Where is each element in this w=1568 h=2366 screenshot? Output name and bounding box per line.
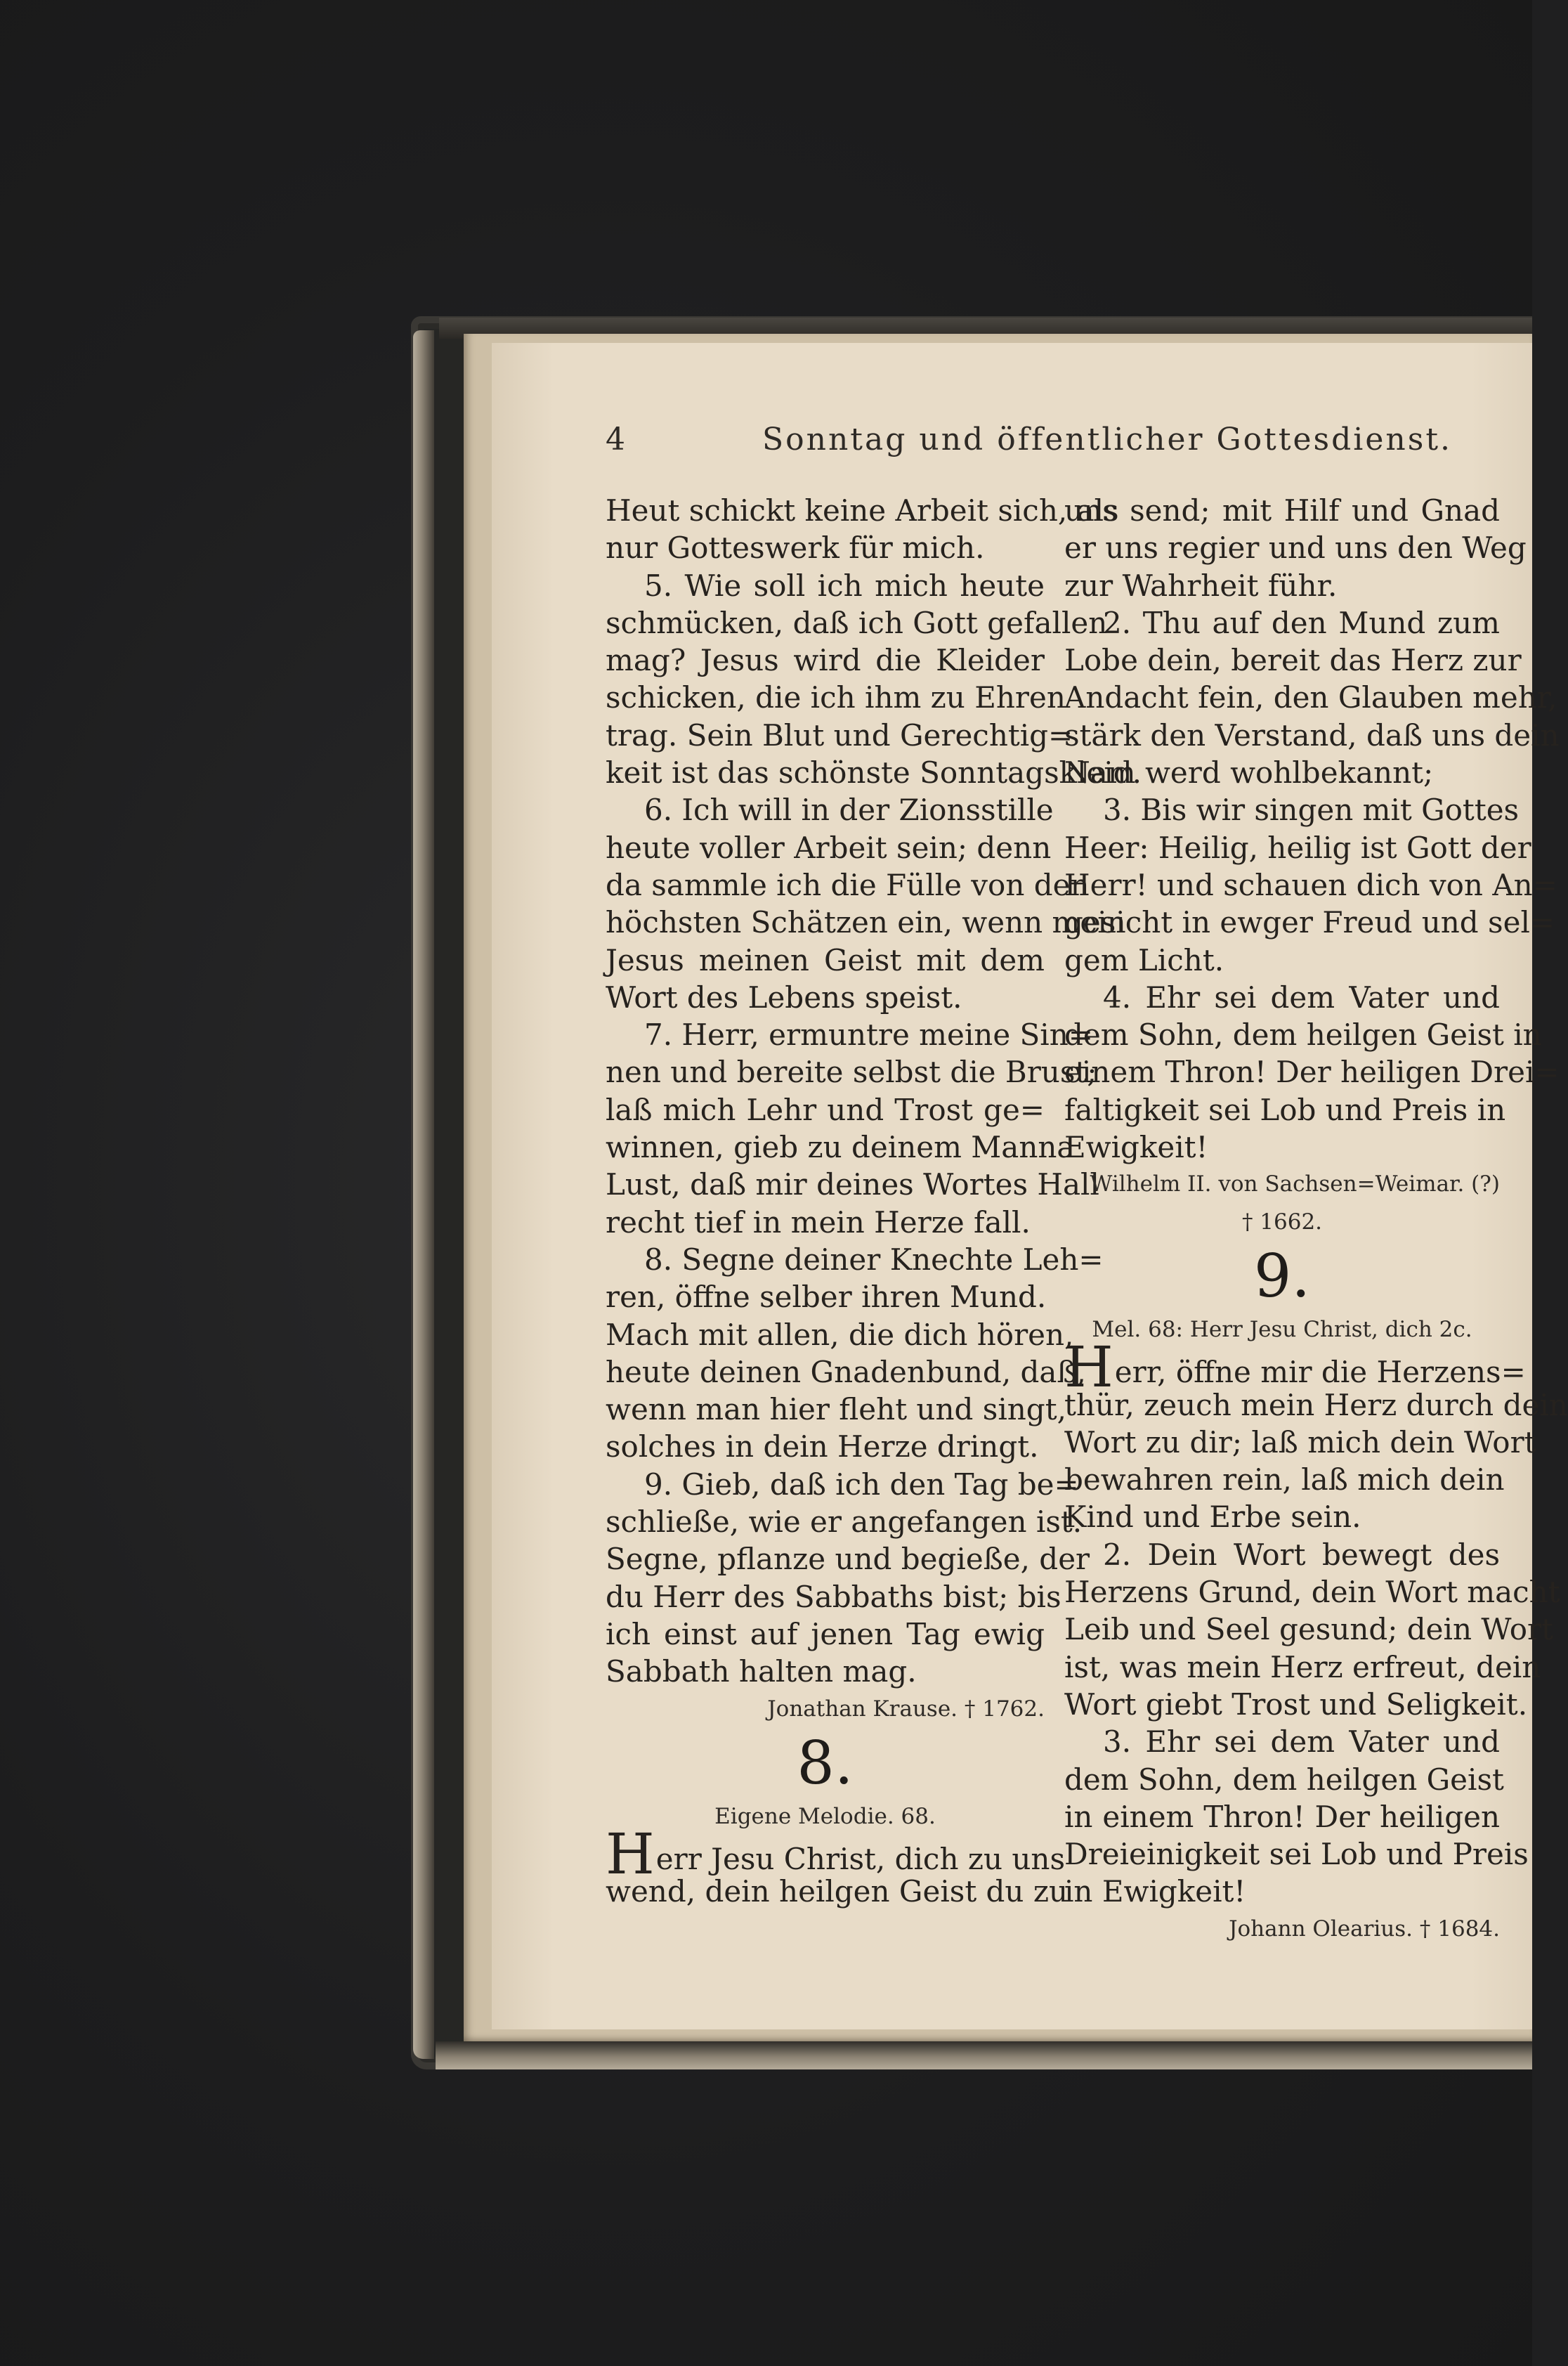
text-line: trag. Sein Blut und Gerechtig= [606, 717, 1073, 753]
drop-cap: H [606, 1821, 655, 1887]
text-line: gesicht in ewger Freud und sel= [1064, 905, 1555, 940]
text-line: Herr! und schauen dich von An= [1064, 867, 1557, 902]
author-dates: † 1662. [1241, 1209, 1323, 1235]
text-line: Andacht fein, den Glauben mehr, [1064, 680, 1557, 715]
text-line: Segne, pflanze und begieße, der [606, 1542, 1090, 1577]
text-line: winnen, gieb zu deinem Manna [606, 1130, 1075, 1165]
verse-start-line: 6. Ich will in der Zionsstille [644, 793, 1054, 828]
text-line: nur Gotteswerk für mich. [606, 531, 985, 566]
running-head-title: Sonntag und öffentlicher Gottesdienst. [762, 422, 1452, 457]
text-line: uns send; mit Hilf und Gnad [1064, 493, 1500, 528]
melody-note: Eigene Melodie. 68. [714, 1803, 936, 1829]
text-line: wend, dein heilgen Geist du zu [606, 1874, 1069, 1909]
verse-start-line: 8. Segne deiner Knechte Leh= [644, 1242, 1104, 1277]
text-line: Mach mit allen, die dich hören, [606, 1317, 1074, 1352]
text-line: schicken, die ich ihm zu Ehren [606, 680, 1066, 715]
cover-edge-left [413, 330, 434, 2059]
text-line: nen und bereite selbst die Brust; [606, 1055, 1097, 1090]
right-column [1064, 492, 1568, 1948]
hymn-number: 9. [1253, 1241, 1311, 1311]
text-line: wenn man hier fleht und singt, [606, 1392, 1066, 1427]
text-line: heute voller Arbeit sein; denn [606, 830, 1052, 865]
text-line: Herzens Grund, dein Wort macht [1064, 1575, 1560, 1610]
verse-start-line: 2. Dein Wort bewegt des [1103, 1537, 1500, 1572]
text-line: er uns regier und uns den Weg [1064, 531, 1527, 566]
text-line: ren, öffne selber ihren Mund. [606, 1280, 1047, 1315]
page-number: 4 [606, 422, 627, 457]
text-line: Wort giebt Trost und Seligkeit. [1064, 1686, 1528, 1722]
text-line: mag? Jesus wird die Kleider [606, 643, 1045, 678]
text-line: faltigkeit sei Lob und Preis in [1064, 1092, 1506, 1127]
text-line: höchsten Schätzen ein, wenn mein [606, 905, 1126, 940]
verse-start-line: 4. Ehr sei dem Vater und [1103, 980, 1500, 1015]
text-line: schmücken, daß ich Gott gefallen [606, 605, 1108, 640]
text-line: dem Sohn, dem heilgen Geist in [1064, 1018, 1542, 1053]
text-line: in Ewigkeit! [1064, 1874, 1246, 1909]
text-line: Wort des Lebens speist. [606, 980, 962, 1015]
text-line: ist, was mein Herz erfreut, dein [1064, 1649, 1541, 1684]
verse-start-line: 3. Bis wir singen mit Gottes [1103, 793, 1520, 828]
verse-start-line: 5. Wie soll ich mich heute [644, 568, 1045, 603]
text-line: recht tief in mein Herze fall. [606, 1204, 1031, 1240]
hymn-first-line [1064, 1334, 1526, 1400]
hymn-number: 8. [797, 1728, 854, 1798]
text-line: Kind und Erbe sein. [1064, 1500, 1361, 1535]
text-line: Sabbath halten mag. [606, 1654, 917, 1689]
text-line: Wort zu dir; laß mich dein Wort [1064, 1424, 1536, 1460]
text-line: Lobe dein, bereit das Herz zur [1064, 643, 1522, 678]
text-line: heute deinen Gnadenbund, daß, [606, 1354, 1086, 1389]
text-line: Ewigkeit! [1064, 1130, 1208, 1165]
cover-edge-bottom [436, 2041, 1532, 2069]
verse-start-line: 9. Gieb, daß ich den Tag be= [644, 1467, 1079, 1502]
text-line: keit ist das schönste Sonntagskleid. [606, 755, 1142, 791]
author-attribution: Johann Olearius. † 1684. [1229, 1916, 1500, 1942]
text-line: du Herr des Sabbaths bist; bis [606, 1579, 1061, 1614]
text-line: ich einst auf jenen Tag ewig [606, 1616, 1045, 1651]
text-line: Heut schickt keine Arbeit sich, als [606, 493, 1119, 528]
hymn-first-line-text: err Jesu Christ, dich zu uns [655, 1842, 1066, 1877]
text-line: bewahren rein, laß mich dein [1064, 1462, 1505, 1497]
text-line: gem Licht. [1064, 942, 1224, 977]
verse-start-line: 3. Ehr sei dem Vater und [1103, 1724, 1500, 1760]
author-attribution: Wilhelm II. von Sachsen=Weimar. (?) [1090, 1171, 1500, 1197]
text-line: Dreieinigkeit sei Lob und Preis [1064, 1837, 1529, 1872]
text-line: da sammle ich die Fülle von den [606, 867, 1090, 902]
text-line: stärk den Verstand, daß uns dein [1064, 717, 1560, 753]
author-attribution: Jonathan Krause. † 1762. [767, 1696, 1045, 1722]
verse-start-line: 7. Herr, ermuntre meine Sin= [644, 1018, 1093, 1053]
hymn-first-line-text: err, öffne mir die Herzens= [1114, 1355, 1526, 1390]
hymn-first-line [606, 1821, 1066, 1887]
drop-cap: H [1064, 1334, 1113, 1400]
verse-start-line: 2. Thu auf den Mund zum [1103, 605, 1500, 640]
text-line: Leib und Seel gesund; dein Wort [1064, 1612, 1553, 1647]
text-line: schließe, wie er angefangen ist. [606, 1504, 1083, 1540]
text-line: solches in dein Herze dringt. [606, 1429, 1039, 1464]
text-line: Lust, daß mir deines Wortes Hall [606, 1167, 1099, 1202]
text-line: Heer: Heilig, heilig ist Gott der [1064, 830, 1531, 865]
text-line: Jesus meinen Geist mit dem [606, 942, 1045, 977]
text-line: dem Sohn, dem heilgen Geist [1064, 1762, 1504, 1797]
text-line: zur Wahrheit führ. [1064, 568, 1338, 603]
text-line: thür, zeuch mein Herz durch dein [1064, 1387, 1568, 1422]
text-line: laß mich Lehr und Trost ge= [606, 1092, 1045, 1127]
text-line: einem Thron! Der heiligen Drei= [1064, 1055, 1560, 1090]
text-line: Nam werd wohlbekannt; [1064, 755, 1434, 791]
text-line: in einem Thron! Der heiligen [1064, 1799, 1500, 1834]
melody-note: Mel. 68: Herr Jesu Christ, dich 2c. [1092, 1316, 1472, 1342]
